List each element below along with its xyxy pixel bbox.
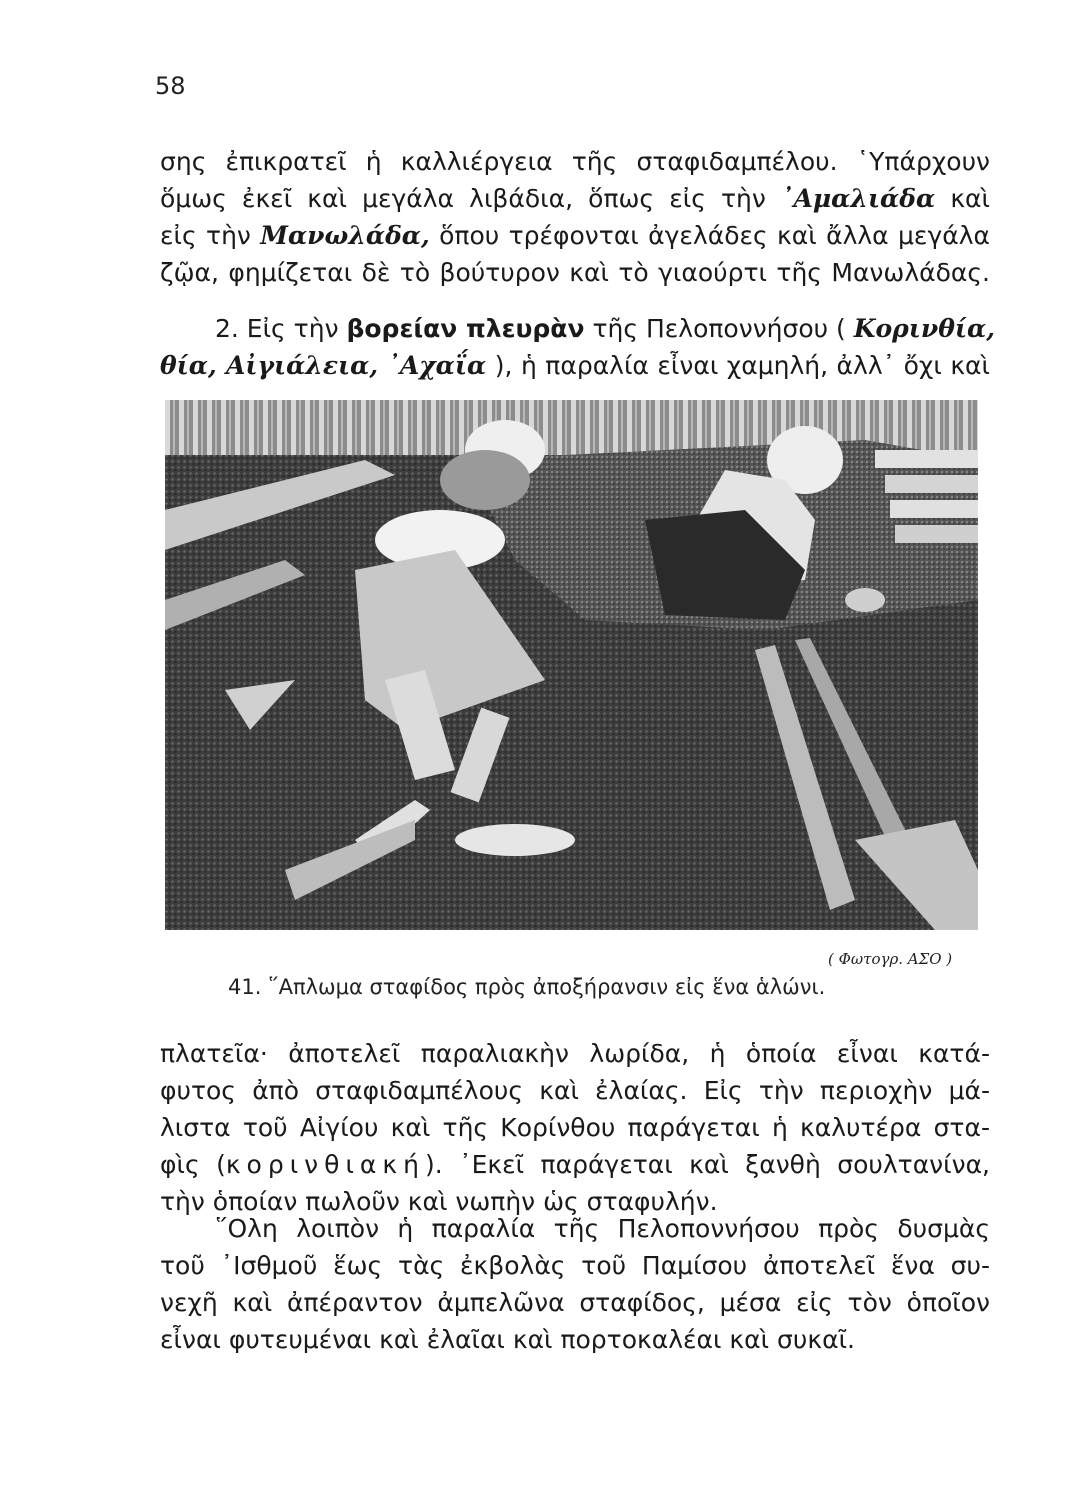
- text-run: 2. Εἰς τὴν: [215, 314, 347, 343]
- text-line: σης ἐπικρατεῖ ἡ καλλιέργεια τῆς σταφιδαμπέλου. ῾Υπάρχουν: [160, 147, 990, 176]
- place-name-amaliada: ᾿Αμαλιάδα: [780, 184, 936, 213]
- paragraph-summary: [160, 1210, 990, 1358]
- text-line: [160, 310, 995, 347]
- text-line: νεχῆ καὶ ἀπέραντον ἀμπελῶνα σταφίδος, μέσα εἰς τὸν ὁποῖον: [160, 1288, 990, 1317]
- text-line: ζῷα, φημίζεται δὲ τὸ βούτυρον καὶ τὸ γιαούρτι τῆς Μανωλάδας.: [160, 258, 990, 287]
- place-name-korinthia: Κορινθία,: [853, 314, 995, 343]
- text-run: τῆς Πελοποννήσου (: [584, 314, 854, 343]
- text-line: [160, 347, 990, 384]
- paragraph-coast: [160, 1035, 990, 1220]
- text-run: ). ᾿Εκεῖ παράγεται καὶ ξανθὴ σουλτανίνα,: [424, 1150, 991, 1179]
- text-run: ), ἡ παραλία εἶναι χαμηλή, ἀλλ᾿ ὄχι καὶ: [486, 351, 990, 380]
- text-line: λιστα τοῦ Αἰγίου καὶ τῆς Κορίνθου παράγεται ἡ καλυτέρα στα-: [160, 1113, 990, 1142]
- text-line: [160, 217, 990, 254]
- text-run: φὶς (: [160, 1150, 226, 1179]
- photo-credit: ( Φωτογρ. ΑΣΟ ): [828, 950, 953, 968]
- spaced-term: κορινθιακή: [225, 1150, 425, 1179]
- paragraph-intro: [160, 143, 990, 291]
- place-name-manolada: Μανωλάδα,: [260, 221, 430, 250]
- text-line: τοῦ ᾿Ισθμοῦ ἕως τὰς ἐκβολὰς τοῦ Παμίσου ἀποτελεῖ ἕνα συ-: [160, 1251, 990, 1280]
- bold-term: βορείαν πλευρὰν: [346, 314, 585, 343]
- text-line: τὴν ὁποίαν πωλοῦν καὶ νωπὴν ὡς σταφυλήν.: [160, 1187, 718, 1216]
- text-line: ῞Ολη λοιπὸν ἡ παραλία τῆς Πελοποννήσου πρὸς δυσμὰς: [215, 1214, 990, 1243]
- text-run: ὅπου τρέφονται ἀγελάδες καὶ ἄλλα μεγάλα: [429, 221, 990, 250]
- photo-raisin-drying: [165, 400, 978, 930]
- text-line: πλατεῖα· ἀποτελεῖ παραλιακὴν λωρίδα, ἡ ὁποία εἶναι κατά-: [160, 1039, 990, 1068]
- text-line: φυτος ἀπὸ σταφιδαμπέλους καὶ ἐλαίας. Εἰς τὴν περιοχὴν μά-: [160, 1076, 990, 1105]
- paragraph-north-side: [160, 310, 995, 384]
- text-run: καὶ: [935, 184, 990, 213]
- text-run: ὅμως ἐκεῖ καὶ μεγάλα λιβάδια, ὅπως εἰς τὴν: [160, 184, 781, 213]
- page-number: 58: [155, 72, 186, 100]
- text-line: εἶναι φυτευμέναι καὶ ἐλαῖαι καὶ πορτοκαλέαι καὶ συκαῖ.: [160, 1325, 855, 1354]
- text-line: [160, 1146, 990, 1183]
- place-names: θία, Αἰγιάλεια, ᾿Αχαΐα: [160, 351, 487, 380]
- figure-caption: 41. ῞Απλωμα σταφίδος πρὸς ἀποξήρανσιν εἰς ἕνα ἁλώνι.: [228, 975, 826, 999]
- text-run: εἰς τὴν: [160, 221, 261, 250]
- photo-illustration: [165, 400, 978, 930]
- text-line: [160, 180, 990, 217]
